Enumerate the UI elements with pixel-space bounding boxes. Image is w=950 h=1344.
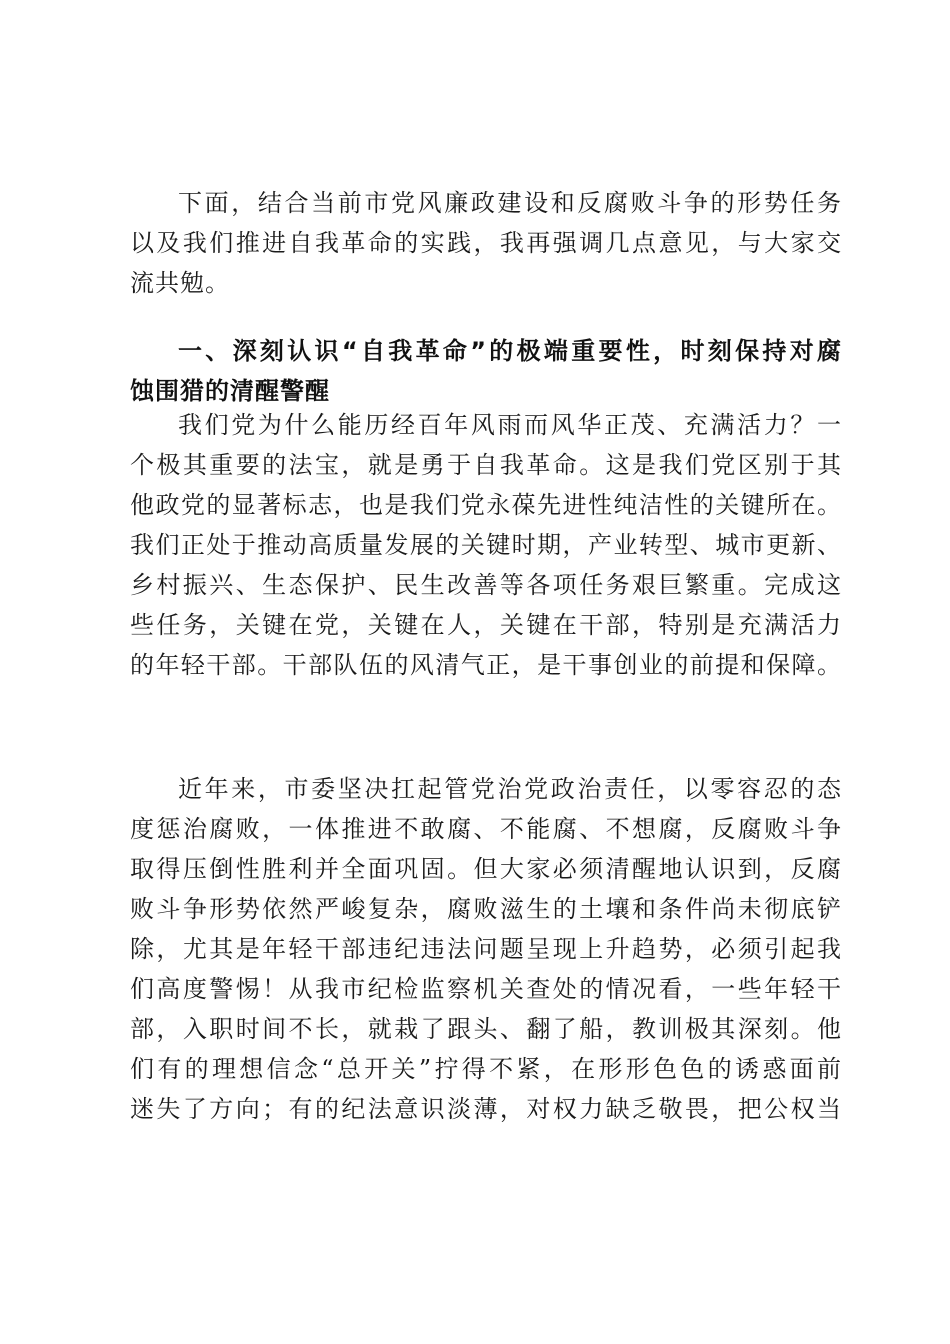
paragraph-line: 度惩治腐败，一体推进不敢腐、不能腐、不想腐，反腐败斗争 <box>130 815 842 843</box>
paragraph-line: 个极其重要的法宝，就是勇于自我革命。这是我们党区别于其 <box>130 451 842 479</box>
heading-line: 一、深刻认识“自我革命”的极端重要性，时刻保持对腐 <box>178 337 842 365</box>
paragraph-line: 我们党为什么能历经百年风雨而风华正茂、充满活力？一 <box>178 411 842 439</box>
paragraph-line: 除，尤其是年轻干部违纪违法问题呈现上升趋势，必须引起我 <box>130 935 842 963</box>
body-paragraph-3 <box>130 769 842 1129</box>
heading-line: 蚀围猎的清醒警醒 <box>130 377 330 405</box>
paragraph-line: 以及我们推进自我革命的实践，我再强调几点意见，与大家交 <box>130 229 842 257</box>
paragraph-line: 下面，结合当前市党风廉政建设和反腐败斗争的形势任务 <box>178 189 842 217</box>
body-paragraph-2 <box>130 405 842 685</box>
paragraph-line: 迷失了方向；有的纪法意识淡薄，对权力缺乏敬畏，把公权当 <box>130 1095 842 1123</box>
section-heading <box>130 331 842 411</box>
paragraph-line: 败斗争形势依然严峻复杂，腐败滋生的土壤和条件尚未彻底铲 <box>130 895 842 923</box>
paragraph-line: 流共勉。 <box>130 269 230 297</box>
paragraph-line: 们有的理想信念“总开关”拧得不紧，在形形色色的诱惑面前 <box>130 1055 842 1083</box>
paragraph-line: 他政党的显著标志，也是我们党永葆先进性纯洁性的关键所在。 <box>130 491 842 519</box>
paragraph-line: 们高度警惕！从我市纪检监察机关查处的情况看，一些年轻干 <box>130 975 842 1003</box>
intro-paragraph <box>130 183 842 303</box>
paragraph-line: 我们正处于推动高质量发展的关键时期，产业转型、城市更新、 <box>130 531 842 559</box>
paragraph-line: 部，入职时间不长，就栽了跟头、翻了船，教训极其深刻。他 <box>130 1015 842 1043</box>
paragraph-line: 取得压倒性胜利并全面巩固。但大家必须清醒地认识到，反腐 <box>130 855 842 883</box>
paragraph-line: 乡村振兴、生态保护、民生改善等各项任务艰巨繁重。完成这 <box>130 571 842 599</box>
paragraph-line: 的年轻干部。干部队伍的风清气正，是干事创业的前提和保障。 <box>130 651 842 679</box>
paragraph-line: 近年来，市委坚决扛起管党治党政治责任，以零容忍的态 <box>178 775 842 803</box>
paragraph-line: 些任务，关键在党，关键在人，关键在干部，特别是充满活力 <box>130 611 842 639</box>
